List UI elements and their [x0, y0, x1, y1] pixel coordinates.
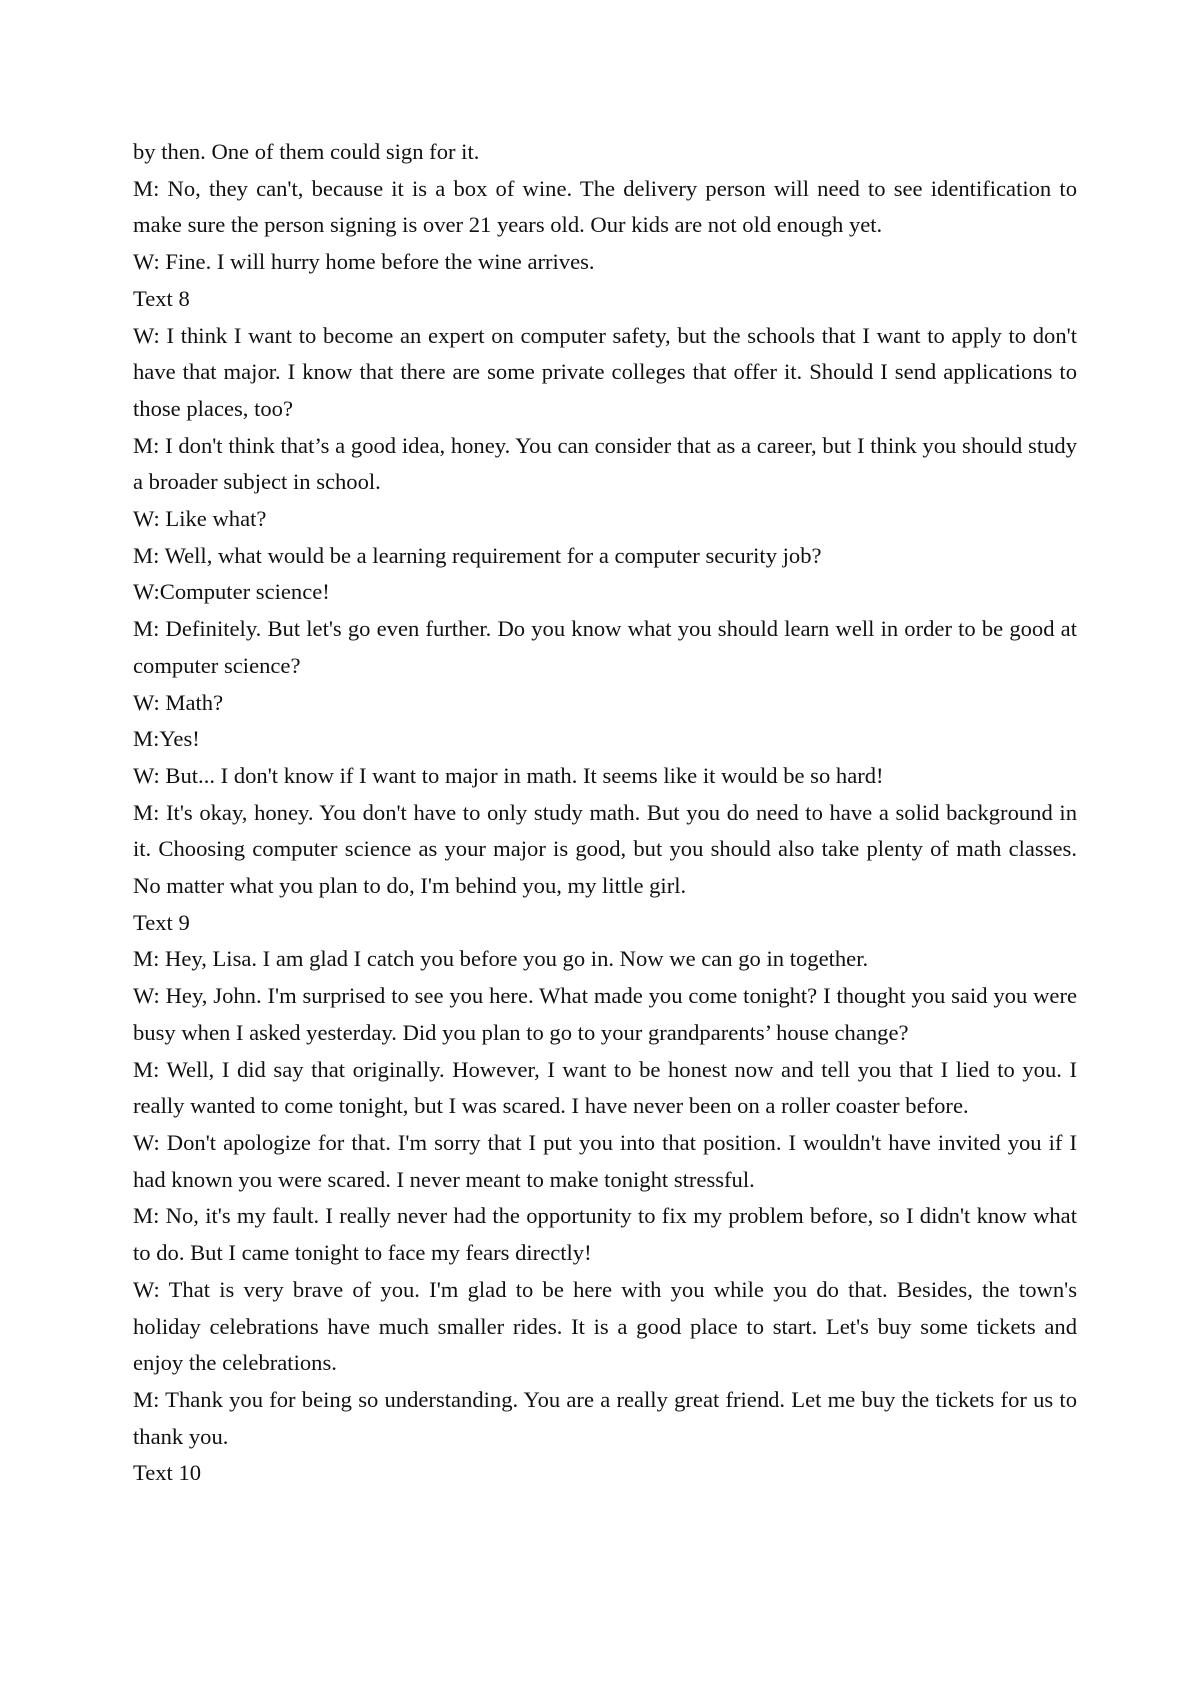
- dialogue-line: M: Thank you for being so understanding. You are a really great friend. Let me buy the tickets for us to thank you.: [133, 1386, 1077, 1449]
- dialogue-line: M: Hey, Lisa. I am glad I catch you before you go in. Now we can go in together.: [133, 946, 869, 972]
- dialogue-line: M:Yes!: [133, 726, 200, 752]
- dialogue-line: W:Computer science!: [133, 579, 330, 605]
- section-heading-text-10: Text 10: [133, 1460, 202, 1486]
- section-heading-text-8: Text 8: [133, 285, 190, 311]
- dialogue-line: M: It's okay, honey. You don't have to only study math. But you do need to have a solid background in it. Choosing computer science as your major is good, but you should also take plenty of math classes. No matter what you plan to do, I'm behind you, my little girl.: [133, 799, 1077, 899]
- dialogue-line: M: No, they can't, because it is a box of wine. The delivery person will need to see identification to make sure the person signing is over 21 years old. Our kids are not old enough yet.: [133, 175, 1077, 238]
- section-heading-text-9: Text 9: [133, 909, 190, 935]
- dialogue-line: by then. One of them could sign for it.: [133, 139, 480, 164]
- dialogue-line: M: No, it's my fault. I really never had the opportunity to fix my problem before, so I didn't know what to do. But I came tonight to face my fears directly!: [133, 1203, 1077, 1266]
- dialogue-line: W: I think I want to become an expert on computer safety, but the schools that I want to apply to don't have that major. I know that there are some private colleges that offer it. Should I send applications to those places, too?: [133, 322, 1077, 421]
- dialogue-line: W: Hey, John. I'm surprised to see you here. What made you come tonight? I thought you said you were busy when I asked yesterday. Did you plan to go to your grandparents’ house change?: [133, 983, 1077, 1045]
- dialogue-line: M: I don't think that’s a good idea, honey. You can consider that as a career, but I think you should study a broader subject in school.: [133, 432, 1077, 495]
- dialogue-line: W: That is very brave of you. I'm glad to be here with you while you do that. Besides, the town's holiday celebrations have much smaller rides. It is a good place to start. Let's buy some tickets and enjoy the celebrations.: [133, 1276, 1077, 1376]
- document-body: [133, 134, 1077, 1492]
- dialogue-line: M: Well, I did say that originally. However, I want to be honest now and tell you that I lied to you. I really wanted to come tonight, but I was scared. I have never been on a roller coaster before.: [133, 1056, 1077, 1119]
- dialogue-line: W: Fine. I will hurry home before the wine arrives.: [133, 249, 595, 275]
- dialogue-line: W: Math?: [133, 689, 224, 715]
- dialogue-line: M: Definitely. But let's go even further. Do you know what you should learn well in order to be good at computer science?: [133, 616, 1077, 678]
- dialogue-line: W: Like what?: [133, 506, 267, 532]
- dialogue-line: W: Don't apologize for that. I'm sorry that I put you into that position. I wouldn't have invited you if I had known you were scared. I never meant to make tonight stressful.: [133, 1129, 1077, 1192]
- dialogue-line: M: Well, what would be a learning requirement for a computer security job?: [133, 542, 822, 568]
- dialogue-line: W: But... I don't know if I want to major in math. It seems like it would be so hard!: [133, 762, 884, 788]
